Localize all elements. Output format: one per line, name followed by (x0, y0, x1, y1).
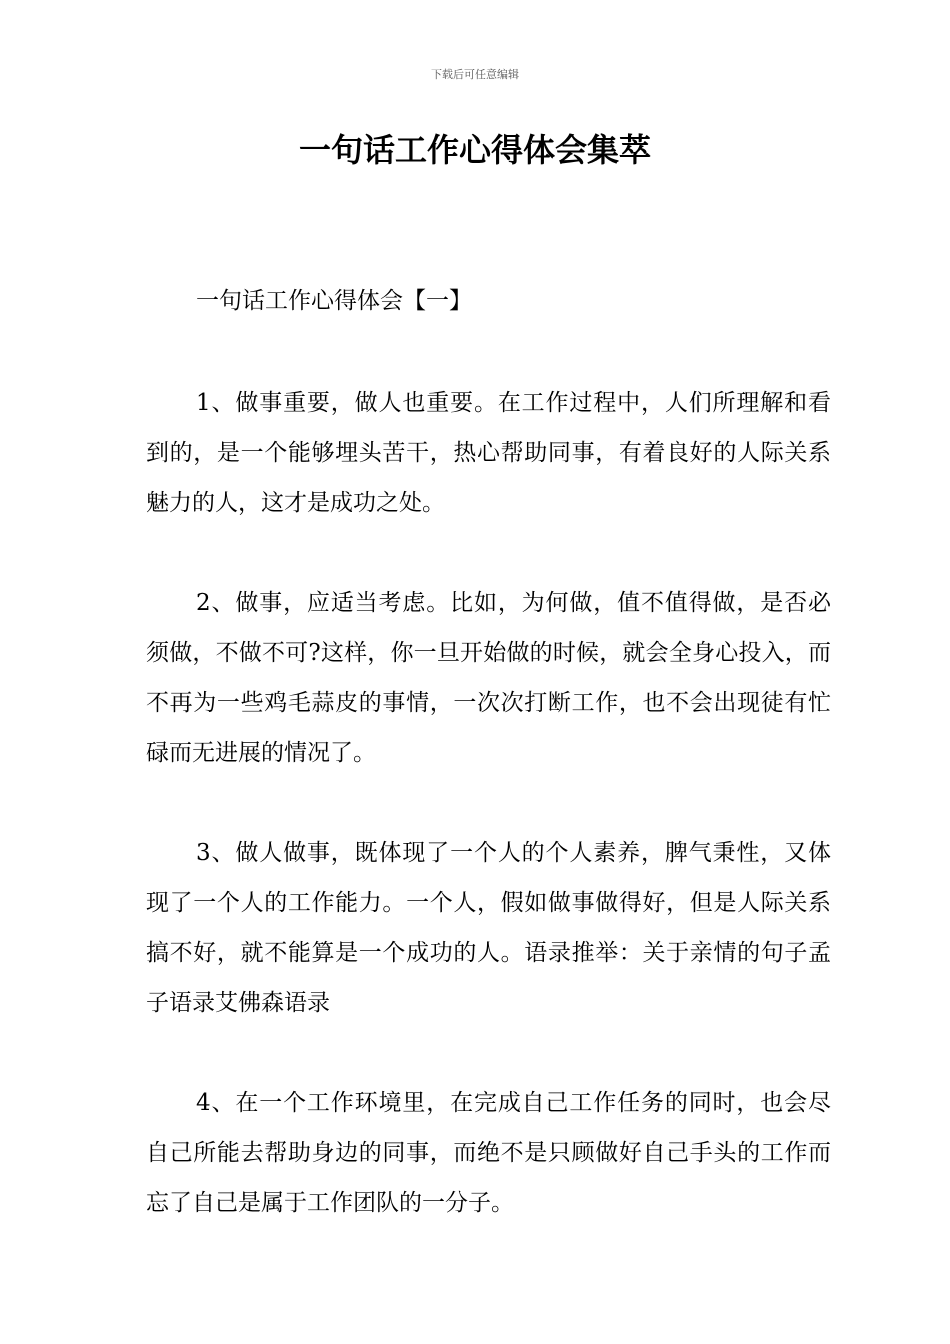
document-body (146, 276, 831, 1278)
paragraph-3: 3、做人做事，既体现了一个人的个人素养，脾气秉性，又体现了一个人的工作能力。一个人，假如做事做得好，但是人际关系搞不好，就不能算是一个成功的人。语录推举：关于亲情的句子孟子语录艾佛森语录 (146, 840, 831, 1016)
paragraph-1: 1、做事重要，做人也重要。在工作过程中，人们所理解和看到的，是一个能够埋头苦干，热心帮助同事，有着良好的人际关系魅力的人，这才是成功之处。 (146, 390, 831, 516)
section-heading: 一句话工作心得体会【一】 (196, 288, 472, 314)
paragraph-4: 4、在一个工作环境里，在完成自己工作任务的同时，也会尽自己所能去帮助身边的同事，而绝不是只顾做好自己手头的工作而忘了自己是属于工作团队的一分子。 (146, 1090, 831, 1216)
header-note: 下载后可任意编辑 (431, 68, 519, 81)
paragraph-2: 2、做事，应适当考虑。比如，为何做，值不值得做，是否必须做，不做不可?这样，你一旦开始做的时候，就会全身心投入，而不再为一些鸡毛蒜皮的事情，一次次打断工作，也不会出现徒有忙碌而无进展的情况了。 (146, 590, 831, 766)
document-title: 一句话工作心得体会集萃 (298, 131, 651, 169)
